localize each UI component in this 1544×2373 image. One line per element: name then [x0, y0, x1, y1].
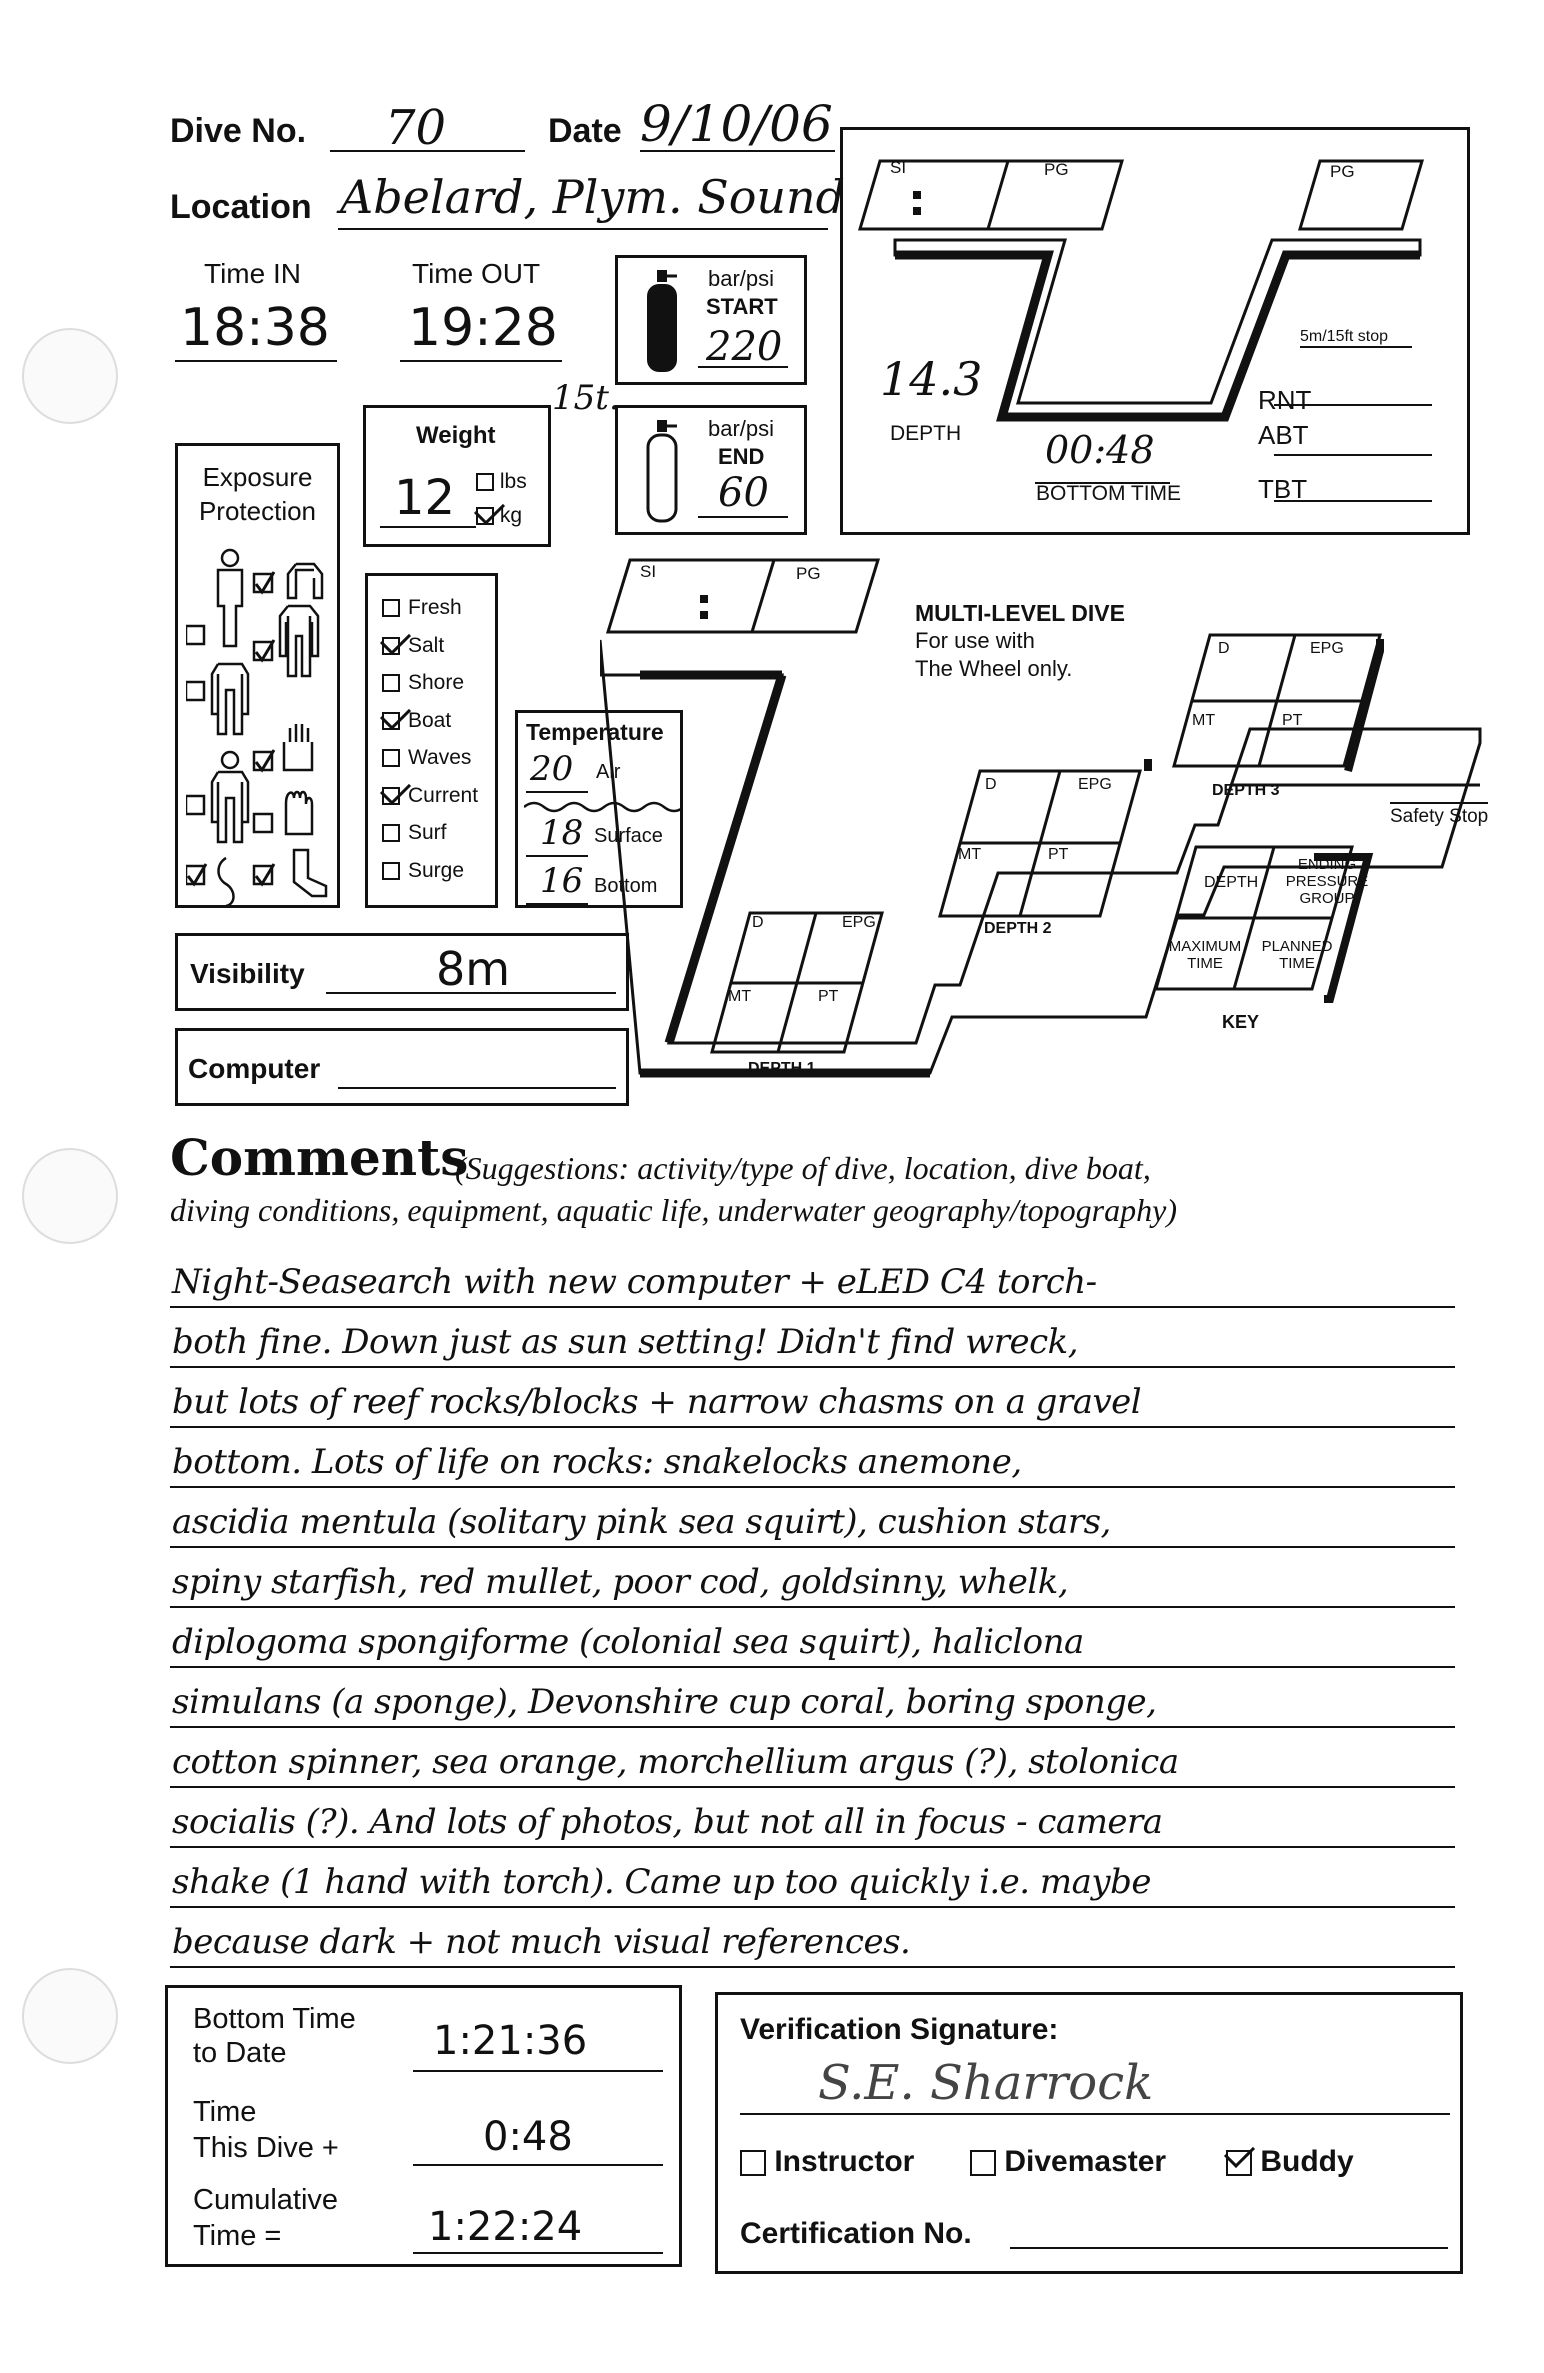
comment-rule [170, 1846, 1455, 1848]
visibility-value[interactable]: 8m [436, 942, 511, 996]
ml-d2-d: D [985, 776, 997, 793]
buddy-option[interactable] [1226, 2145, 1354, 2179]
verification-label: Verification Signature: [740, 2013, 1059, 2046]
weight-box [363, 405, 551, 547]
comment-rule [170, 1366, 1455, 1368]
comment-line: spiny starfish, red mullet, poor cod, goldsinny, whelk, [172, 1562, 1069, 1602]
environment-label: Surge [408, 858, 465, 882]
comment-line: bottom. Lots of life on rocks: snakelocks anemone, [172, 1442, 1022, 1482]
tank-start-box [615, 255, 807, 385]
time-out-value[interactable]: 19:28 [408, 298, 558, 358]
comment-rule [170, 1666, 1455, 1668]
comments-hint-1: (Suggestions: activity/type of dive, location, dive boat, [455, 1150, 1151, 1186]
comments-hint-2: diving conditions, equipment, aquatic life, underwater geography/topography) [170, 1192, 1177, 1228]
comment-line: Night-Seasearch with new computer + eLED C4 torch- [172, 1262, 1097, 1302]
ml-d3-pt: PT [1282, 712, 1303, 729]
binder-hole [22, 328, 118, 424]
tank-empty-icon [643, 420, 683, 525]
ml-d2-epg: EPG [1078, 776, 1112, 793]
environment-option[interactable] [382, 709, 451, 733]
ct-label [193, 2182, 338, 2254]
ml-depth1: DEPTH 1 [748, 1060, 816, 1077]
binder-hole [22, 1968, 118, 2064]
temp-surface-label: Surface [594, 825, 663, 847]
tank-end-box [615, 405, 807, 535]
key-depth-label: DEPTH [1204, 874, 1259, 891]
environment-option[interactable] [382, 746, 471, 770]
lbs-label: lbs [499, 470, 527, 493]
kg-checkbox[interactable] [476, 507, 494, 525]
environment-label: Salt [408, 633, 445, 657]
weight-lbs-option[interactable] [476, 470, 527, 494]
btd-label-2: to Date [193, 2037, 287, 2069]
temp-bottom-label: Bottom [594, 875, 658, 897]
environment-checkbox[interactable] [382, 712, 400, 730]
ml-safety-stop: Safety Stop [1390, 806, 1489, 827]
key-pt-1: PLANNED [1261, 938, 1333, 955]
instructor-label: Instructor [774, 2145, 915, 2178]
environment-option[interactable] [382, 784, 478, 808]
tank-end-value[interactable]: 60 [718, 470, 769, 516]
tank-end-label: END [718, 444, 765, 469]
comment-rule [170, 1726, 1455, 1728]
instructor-checkbox[interactable] [740, 2150, 766, 2176]
totals-box [165, 1985, 682, 2267]
buddy-checkbox[interactable] [1226, 2150, 1252, 2176]
comment-line: but lots of reef rocks/blocks + narrow chasms on a gravel [172, 1382, 1142, 1422]
time-in-value[interactable]: 18:38 [180, 298, 330, 358]
tank-end-unit: bar/psi [708, 416, 775, 441]
tank-end-line [698, 516, 788, 518]
exposure-label [178, 460, 337, 528]
comment-line: socialis (?). And lots of photos, but not all in focus - camera [172, 1802, 1163, 1842]
time-in-label: Time IN [204, 258, 301, 289]
verification-signature: S.E. Sharrock [818, 2055, 1154, 2111]
ml-d1-epg: EPG [842, 914, 876, 931]
ml-sub1: For use with [915, 628, 1035, 653]
profile-bottom-time-label: BOTTOM TIME [1036, 482, 1182, 505]
ml-d1-d: D [752, 914, 764, 931]
ml-d2-mt: MT [958, 846, 982, 863]
ttd-label [193, 2094, 339, 2166]
location-label: Location [170, 188, 312, 226]
key-mt-1: MAXIMUM [1168, 938, 1242, 955]
temp-air-value[interactable]: 20 [530, 749, 574, 789]
environment-checkbox[interactable] [382, 674, 400, 692]
ml-d3-epg: EPG [1310, 640, 1344, 657]
environment-checkbox[interactable] [382, 787, 400, 805]
comment-line: diplogoma spongiforme (colonial sea squirt), haliclona [172, 1622, 1084, 1662]
temp-air-label: Air [596, 761, 621, 783]
key-epg-1: ENDING [1297, 856, 1357, 873]
date-value[interactable]: 9/10/06 [640, 95, 833, 153]
btd-line [413, 2070, 663, 2072]
ml-sub2: The Wheel only. [915, 656, 1073, 681]
ct-line [413, 2252, 663, 2254]
weight-kg-option[interactable] [476, 504, 522, 528]
temperature-label: Temperature [526, 719, 664, 745]
comment-line: both fine. Down just as sun setting! Didn't find wreck, [172, 1322, 1079, 1362]
tank-annotation: 15t. [552, 378, 620, 418]
weight-line [380, 526, 476, 528]
ml-si-label: SI [640, 562, 657, 581]
key-mt-2: TIME [1187, 955, 1223, 972]
signature-line [740, 2113, 1450, 2115]
ml-depth3: DEPTH 3 [1212, 782, 1280, 799]
comment-rule [170, 1546, 1455, 1548]
ml-depth2: DEPTH 2 [984, 920, 1052, 937]
date-label: Date [548, 112, 622, 150]
environment-checkbox[interactable] [382, 862, 400, 880]
ml-d2-pt: PT [1048, 846, 1069, 863]
ml-d3-d: D [1218, 640, 1230, 657]
comment-line: simulans (a sponge), Devonshire cup coral, boring sponge, [172, 1682, 1157, 1722]
computer-line [338, 1087, 616, 1089]
comment-line: because dark + not much visual references. [172, 1922, 911, 1962]
environment-checkbox[interactable] [382, 637, 400, 655]
divemaster-label: Divemaster [1004, 2145, 1167, 2178]
binder-hole [22, 1148, 118, 1244]
profile-bottom-time-value[interactable]: 00:48 [1045, 428, 1155, 472]
temp-surface-line [526, 855, 588, 857]
environment-label: Fresh [408, 596, 462, 619]
environment-option[interactable] [382, 859, 464, 883]
environment-option[interactable] [382, 821, 447, 845]
comment-rule [170, 1966, 1455, 1968]
comment-line: cotton spinner, sea orange, morchellium argus (?), stolonica [172, 1742, 1179, 1782]
ct-value[interactable]: 1:22:24 [428, 2204, 583, 2250]
visibility-box [175, 933, 629, 1011]
key-epg-label [1282, 856, 1372, 907]
comment-rule [170, 1906, 1455, 1908]
exposure-suits-icons[interactable] [186, 546, 336, 906]
instructor-option[interactable] [740, 2145, 914, 2179]
environment-option[interactable] [382, 671, 464, 695]
key-mt-label [1160, 938, 1250, 972]
key-pt-2: TIME [1279, 955, 1315, 972]
ml-title: MULTI-LEVEL DIVE [915, 600, 1125, 626]
lbs-checkbox[interactable] [476, 473, 494, 491]
key-label: KEY [1222, 1012, 1260, 1032]
divemaster-option[interactable] [970, 2145, 1166, 2179]
temp-air-line [526, 791, 588, 793]
comment-rule [170, 1486, 1455, 1488]
multilevel-diagram[interactable] [600, 555, 1500, 1115]
tank-start-label: START [706, 294, 778, 319]
profile-pg2-label: PG [1330, 162, 1355, 181]
weight-value[interactable]: 12 [394, 470, 456, 526]
weight-label: Weight [416, 422, 496, 449]
exposure-label-1: Exposure [202, 462, 313, 492]
environment-option[interactable] [382, 596, 462, 620]
time-out-label: Time OUT [412, 258, 541, 289]
exposure-label-2: Protection [198, 496, 317, 526]
dive-no-value[interactable]: 70 [385, 100, 447, 156]
key-pt-label [1252, 938, 1342, 972]
cert-label: Certification No. [740, 2217, 972, 2250]
computer-box [175, 1028, 629, 1106]
ml-d1-pt: PT [818, 988, 839, 1005]
profile-abt-label: ABT [1258, 420, 1309, 450]
environment-label: Waves [408, 746, 472, 769]
verification-box [715, 1992, 1463, 2274]
btd-label [193, 2002, 356, 2070]
ml-d1-mt: MT [728, 988, 752, 1005]
profile-stop-label: 5m/15ft stop [1300, 328, 1389, 345]
divemaster-checkbox[interactable] [970, 2150, 996, 2176]
comment-line: ascidia mentula (solitary pink sea squirt), cushion stars, [172, 1502, 1111, 1542]
comments-title: Comments [170, 1128, 469, 1187]
buddy-label: Buddy [1260, 2145, 1354, 2178]
environment-option[interactable] [382, 634, 444, 658]
ml-pg-label: PG [796, 564, 821, 583]
ttd-line [413, 2164, 663, 2166]
kg-label: kg [499, 504, 523, 527]
ttd-value[interactable]: 0:48 [483, 2114, 573, 2160]
location-line [338, 228, 828, 230]
comment-line: shake (1 hand with torch). Came up too quickly i.e. maybe [172, 1862, 1151, 1902]
profile-tbt-label: TBT [1258, 474, 1308, 504]
ct-label-1: Cumulative [193, 2184, 339, 2216]
tank-start-unit: bar/psi [708, 266, 775, 291]
comment-rule [170, 1786, 1455, 1788]
profile-si-label: SI [890, 158, 907, 177]
btd-value[interactable]: 1:21:36 [433, 2018, 588, 2064]
comment-rule [170, 1606, 1455, 1608]
ttd-label-2: This Dive + [193, 2132, 339, 2164]
profile-depth-value[interactable]: 14.3 [880, 352, 983, 406]
tank-start-value[interactable]: 220 [706, 324, 783, 370]
dive-no-label: Dive No. [170, 112, 307, 150]
temp-bottom-line [526, 903, 588, 905]
btd-label-1: Bottom Time [193, 2003, 356, 2035]
environment-checkbox[interactable] [382, 749, 400, 767]
environment-label: Current [408, 783, 479, 807]
ttd-label-1: Time [193, 2096, 257, 2128]
environment-checkbox[interactable] [382, 599, 400, 617]
comment-rule [170, 1426, 1455, 1428]
profile-pg-label: PG [1044, 160, 1069, 179]
temp-bottom-value[interactable]: 16 [540, 861, 584, 901]
exposure-box [175, 443, 340, 908]
computer-label: Computer [188, 1053, 321, 1084]
ml-d3-mt: MT [1192, 712, 1216, 729]
temp-surface-value[interactable]: 18 [540, 813, 584, 853]
visibility-label: Visibility [190, 958, 305, 989]
ct-label-2: Time = [193, 2220, 282, 2252]
key-epg-3: GROUP [1299, 890, 1355, 907]
profile-depth-label: DEPTH [890, 422, 962, 445]
comment-rule [170, 1306, 1455, 1308]
environment-label: Shore [408, 671, 465, 694]
environment-label: Surf [408, 821, 447, 844]
location-value[interactable]: Abelard, Plym. Sound [340, 170, 846, 224]
environment-label: Boat [408, 708, 452, 732]
profile-rnt-label: RNT [1258, 385, 1312, 415]
time-in-line [175, 360, 337, 362]
time-out-line [400, 360, 562, 362]
key-epg-2: PRESSURE [1285, 873, 1369, 890]
environment-checkbox[interactable] [382, 824, 400, 842]
tank-full-icon [643, 270, 683, 375]
cert-line [1010, 2247, 1448, 2249]
